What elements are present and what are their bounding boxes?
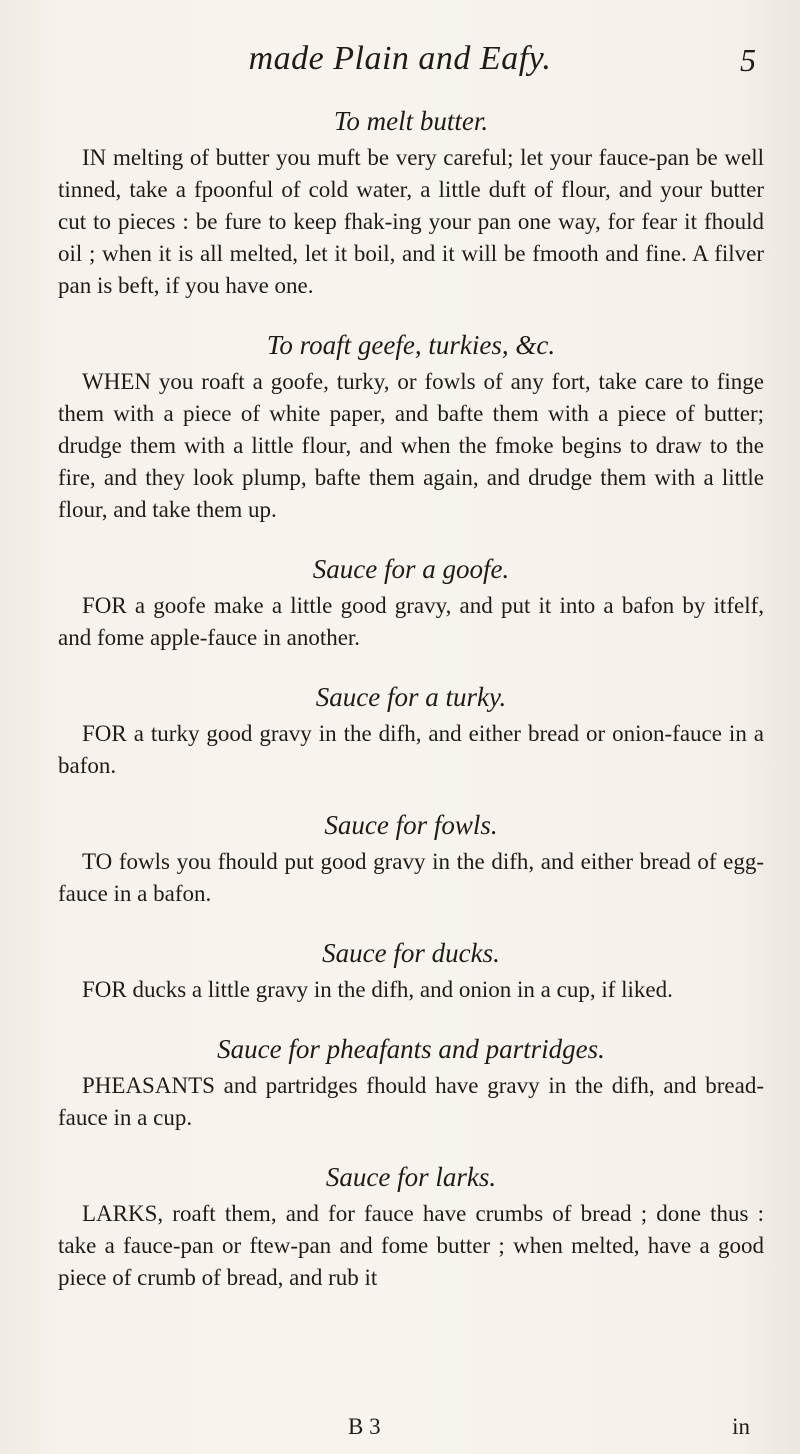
running-title: made Plain and Eafy. xyxy=(248,40,552,77)
section-heading: Sauce for ducks. xyxy=(322,938,500,968)
section-heading: Sauce for fowls. xyxy=(324,810,498,840)
section-text: IN melting of butter you muft be very careful; let your fauce-pan be well tinned, take a fpoonful of cold water, a little duft of flour, and your butter cut to pieces : be fure to keep fhak-ing your pan one way, for fear it fhould oil ; when it is all melted, let it boil, and it will be fmooth and fine. A filver pan is beft, if you have one. xyxy=(58,145,764,298)
section-melt-butter xyxy=(58,104,764,302)
section-sauce-fowls xyxy=(58,808,764,910)
section-text: TO fowls you fhould put good gravy in the difh, and either bread of egg-fauce in a bafon. xyxy=(58,849,764,906)
section-heading: Sauce for a turky. xyxy=(315,682,507,712)
section-text: FOR a goofe make a little good gravy, and put it into a bafon by itfelf, and fome apple-fauce in another. xyxy=(58,593,764,650)
catchword: in xyxy=(732,1414,750,1439)
page-body xyxy=(58,104,764,1294)
section-sauce-ducks xyxy=(58,936,764,1006)
signature-mark: B 3 xyxy=(348,1414,381,1439)
section-heading: To melt butter. xyxy=(333,106,489,136)
page-footer xyxy=(58,1414,764,1448)
section-heading: To roaft geefe, turkies, &c. xyxy=(266,330,556,360)
section-sauce-pheasants xyxy=(58,1032,764,1134)
section-text: FOR a turky good gravy in the difh, and either bread or onion-fauce in a bafon. xyxy=(58,721,764,778)
section-sauce-larks xyxy=(58,1160,764,1294)
section-text: PHEASANTS and partridges fhould have gravy in the difh, and bread-fauce in a cup. xyxy=(58,1073,764,1130)
section-roast-geese xyxy=(58,328,764,526)
section-text: FOR ducks a little gravy in the difh, and onion in a cup, if liked. xyxy=(82,977,673,1002)
section-heading: Sauce for a goofe. xyxy=(312,554,510,584)
section-heading: Sauce for larks. xyxy=(325,1162,497,1192)
running-head xyxy=(0,40,800,90)
page-number: 5 xyxy=(740,42,756,78)
section-text: LARKS, roaft them, and for fauce have crumbs of bread ; done thus : take a fauce-pan or ftew-pan and fome butter ; when melted, have a good piece of crumb of bread, and rub it xyxy=(58,1201,764,1290)
section-sauce-goose xyxy=(58,552,764,654)
section-heading: Sauce for pheafants and partridges. xyxy=(217,1034,605,1064)
section-sauce-turky xyxy=(58,680,764,782)
section-text: WHEN you roaft a goofe, turky, or fowls of any fort, take care to finge them with a piece of white paper, and bafte them with a piece of butter; drudge them with a little flour, and when the fmoke begins to draw to the fire, and they look plump, bafte them again, and drudge them with a little flour, and take them up. xyxy=(58,369,764,522)
